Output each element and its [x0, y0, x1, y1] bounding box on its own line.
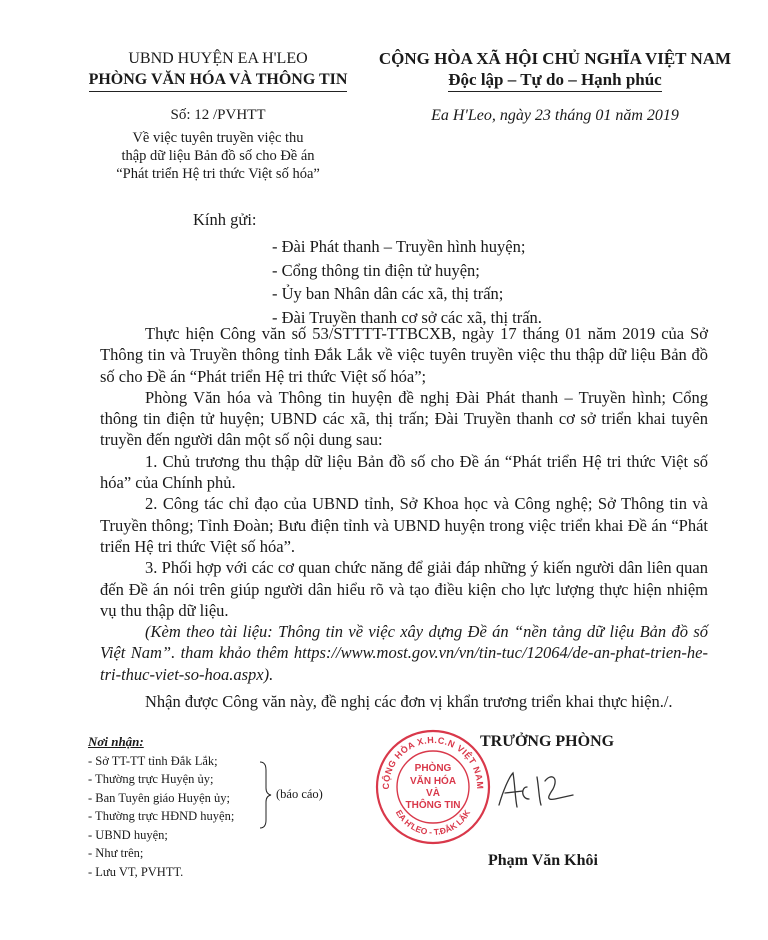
body-paragraph: 1. Chủ trương thu thập dữ liệu Bản đồ số cho Đề án “Phát triển Hệ tri thức Việt số hóa” của Chính phủ.: [100, 451, 708, 493]
subject-line: “Phát triển Hệ tri thức Việt số hóa”: [116, 166, 320, 182]
recipient-item: - Ủy ban Nhân dân các xã, thị trấn;: [272, 284, 504, 303]
subject-line: Về việc tuyên truyền việc thu: [132, 130, 304, 146]
signer-title: TRƯỞNG PHÒNG: [480, 733, 615, 750]
attachment-note: (Kèm theo tài liệu: Thông tin về việc xây dựng Đề án “nền tảng dữ liệu Bản đồ số Việt Nam”. tham khảo thêm https://www.most.gov.vn/vn/tin-tuc/12064/de-an-phat-trien-he-tri-thuc-viet-so-hoa.aspx).: [100, 622, 708, 684]
greeting: Kính gửi:: [193, 210, 257, 229]
recipient-item: - Đài Phát thanh – Truyền hình huyện;: [272, 237, 526, 256]
svg-text:EA H'LEO - T.ĐẮK LẮK: [394, 807, 473, 837]
distribution-list: [88, 733, 348, 881]
stamp-center-line: VĂN HÓA: [409, 776, 457, 787]
distribution-item: - UBND huyện;: [88, 827, 168, 842]
distribution-item: - Sở TT-TT tỉnh Đắk Lắk;: [88, 753, 218, 768]
distribution-item: - Thường trực HĐND huyện;: [88, 809, 235, 823]
stamp-center-line: VÀ: [426, 788, 440, 799]
report-note: (báo cáo): [276, 787, 323, 801]
signer-name: Phạm Văn Khôi: [488, 852, 598, 869]
body-paragraph: 2. Công tác chỉ đạo của UBND tỉnh, Sở Khoa học và Công nghệ; Sở Thông tin và Truyền thông; Tỉnh Đoàn; Bưu điện tỉnh và UBND huyện trong việc triển khai Đề án “Phát triển Hệ tri thức Việt số hóa”.: [100, 494, 708, 556]
document-number: Số: 12 /PVHTT: [170, 107, 266, 123]
distribution-item: - Như trên;: [88, 846, 144, 860]
distribution-item: - Lưu VT, PVHTT.: [88, 864, 184, 879]
document-subject: [88, 129, 348, 183]
nation-name: CỘNG HÒA XÃ HỘI CHỦ NGHĨA VIỆT NAM: [378, 49, 732, 68]
org-parent: UBND HUYỆN EA H'LEO: [128, 50, 308, 67]
recipient-list: [272, 235, 542, 329]
recipient-item: - Cổng thông tin điện tử huyện;: [272, 260, 480, 280]
distribution-item: - Thường trực Huyện ủy;: [88, 772, 214, 786]
handwritten-signature: [493, 765, 583, 815]
recipient-item: - Đài Truyền thanh cơ sở các xã, thị trấn.: [272, 307, 542, 327]
distribution-item: - Ban Tuyên giáo Huyện ủy;: [88, 790, 231, 805]
official-stamp: [373, 727, 493, 847]
org-name: PHÒNG VĂN HÓA VÀ THÔNG TIN: [89, 69, 348, 92]
stamp-center-line: THÔNG TIN: [405, 800, 461, 811]
stamp-outer-text: CỘNG HÒA X.H.C.N VIỆT NAM: [380, 734, 486, 790]
body-paragraph: 3. Phối hợp với các cơ quan chức năng để giải đáp những ý kiến người dân liên quan đến Đề án nói trên giúp người dân hiểu rõ và tạo điều kiện cho lực lượng thực hiện nhiệm vụ thu thập dữ liệu.: [100, 558, 708, 620]
distribution-title: Nơi nhận:: [88, 734, 144, 749]
motto: Độc lập – Tự do – Hạnh phúc: [448, 69, 661, 92]
national-motto: [360, 48, 750, 92]
stamp-bottom-text: EA H'LEO - T.ĐẮK LẮK: [393, 808, 473, 838]
body-paragraph: Phòng Văn hóa và Thông tin huyện đề nghị Đài Phát thanh – Truyền hình; Cổng thông tin điện tử huyện; UBND các xã, thị trấn; Đài Truyền thanh cơ sở triển khai tuyên truyền đến người dân một số nội dung sau:: [100, 387, 708, 450]
document-date: Ea H'Leo, ngày 23 tháng 01 năm 2019: [431, 107, 679, 124]
curly-brace: [258, 760, 272, 830]
issuing-organization: [88, 48, 348, 92]
closing-paragraph: Nhận được Công văn này, đề nghị các đơn vị khẩn trương triển khai thực hiện./.: [145, 692, 673, 712]
subject-line: thập dữ liệu Bản đồ số cho Đề án: [121, 148, 315, 164]
stamp-center-line: PHÒNG: [414, 763, 452, 774]
body-paragraph: Thực hiện Công văn số 53/STTTT-TTBCXB, ngày 17 tháng 01 năm 2019 của Sở Thông tin và Truyền thông tỉnh Đắk Lắk về việc tuyên truyền việc thu thập dữ liệu Bản đồ số cho Đề án “Phát triển Hệ tri thức Việt số hóa”;: [100, 324, 708, 386]
document-body: [100, 323, 708, 712]
